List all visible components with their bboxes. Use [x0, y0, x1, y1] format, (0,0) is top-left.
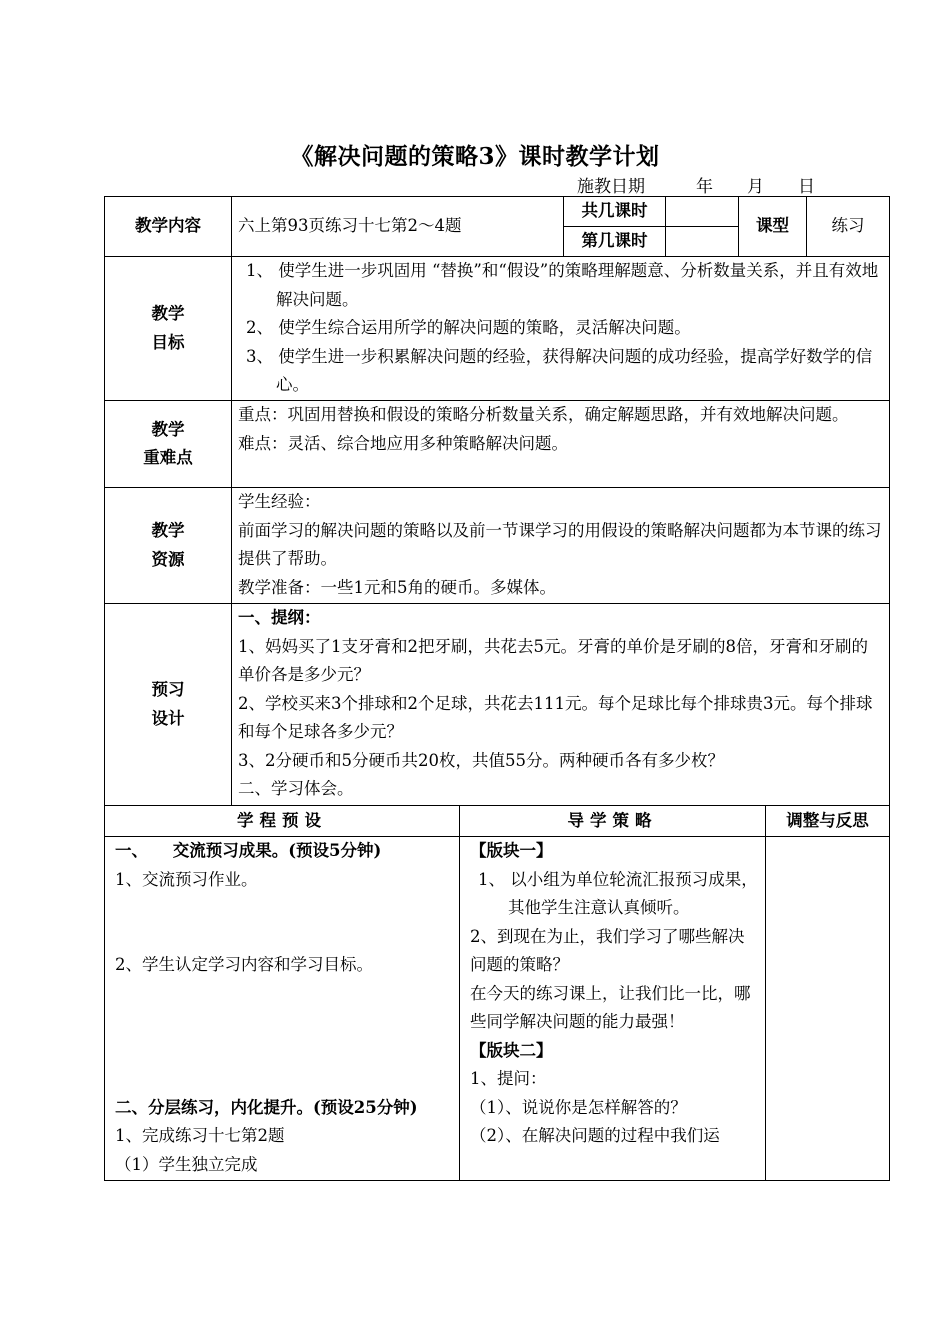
- preview-label: 预习 设计: [105, 604, 232, 806]
- difficulty-text: 难点：灵活、综合地应用多种策略解决问题。: [238, 433, 568, 453]
- plan-section-1: 一、 交流预习成果。(预设5分钟): [115, 841, 382, 860]
- key-points-content: [232, 401, 890, 488]
- prep-text: 教学准备：一些1元和5角的硬币。多媒体。: [238, 577, 556, 597]
- objectives-content: [232, 257, 890, 401]
- outline-title: 一、提纲：: [238, 608, 321, 627]
- page-title: 《解决问题的策略3》课时教学计划: [290, 143, 660, 170]
- teaching-date-line: 施教日期 年 月 日: [577, 177, 815, 197]
- lesson-type-value: 练习: [807, 197, 890, 257]
- guide-item: 1、提问：: [470, 1069, 547, 1088]
- objective-item: 1、 使学生进一步巩固用 “替换”和“假设”的策略理解题意、分析数量关系，并且有效地解决问题。: [246, 261, 879, 309]
- process-table: [104, 805, 890, 1181]
- guide-item: 在今天的练习课上，让我们比一比，哪些同学解决问题的能力最强！: [470, 983, 751, 1031]
- focus-text: 重点：巩固用替换和假设的策略分析数量关系，确定解题思路，并有效地解决问题。: [238, 405, 849, 424]
- key-points-label: 教学 重难点: [105, 401, 232, 488]
- learning-experience: 二、学习体会。: [238, 779, 354, 798]
- plan-item: 2、学生认定学习内容和学习目标。: [115, 955, 373, 974]
- objective-item: 2、 使学生综合运用所学的解决问题的策略，灵活解决问题。: [246, 318, 691, 337]
- preview-question-1: 1、妈妈买了1支牙膏和2把牙刷，共花去5元。牙膏的单价是牙刷的8倍，牙膏和牙刷的单价各是多少元？: [238, 636, 868, 684]
- total-periods-value: [666, 197, 739, 227]
- guide-item: 1、 以小组为单位轮流汇报预习成果，其他学生注意认真倾听。: [478, 869, 758, 917]
- plan-section-2: 二、分层练习，内化提升。(预设25分钟): [115, 1097, 418, 1117]
- plan-item: 1、交流预习作业。: [115, 869, 258, 889]
- period-number-value: [666, 227, 739, 257]
- lesson-type-label: 课型: [739, 197, 807, 257]
- objective-item: 3、 使学生进一步积累解决问题的经验，获得解决问题的成功经验，提高学好数学的信心。: [246, 346, 873, 394]
- content-value: 六上第93页练习十七第2～4题: [232, 197, 564, 257]
- reflection-column-header: 调整与反思: [766, 806, 890, 837]
- block-one-label: 【版块一】: [470, 841, 553, 860]
- total-periods-label: 共几课时: [564, 197, 666, 227]
- resources-content: [232, 488, 890, 604]
- period-number-label: 第几课时: [564, 227, 666, 257]
- preview-question-3: 3、2分硬币和5分硬币共20枚，共值55分。两种硬币各有多少枚？: [238, 750, 724, 770]
- plan-column: [105, 837, 460, 1181]
- experience-title: 学生经验：: [238, 492, 321, 511]
- plan-item: 1、完成练习十七第2题: [115, 1126, 285, 1145]
- guide-column-header: 导学策略: [460, 806, 766, 837]
- content-label: 教学内容: [105, 197, 232, 257]
- guide-item: （2）、在解决问题的过程中我们运: [470, 1126, 720, 1145]
- experience-text: 前面学习的解决问题的策略以及前一节课学习的用假设的策略解决问题都为本节课的练习提供了帮助。: [238, 520, 882, 568]
- block-two-label: 【版块二】: [470, 1040, 553, 1060]
- preview-question-2: 2、学校买来3个排球和2个足球，共花去111元。每个足球比每个排球贵3元。每个排球和每个足球各多少元？: [238, 693, 873, 741]
- guide-column: [460, 837, 766, 1181]
- guide-item: （1）、说说你是怎样解答的？: [470, 1097, 687, 1117]
- plan-info-table: [104, 196, 890, 806]
- objectives-label: 教学 目标: [105, 257, 232, 401]
- resources-label: 教学 资源: [105, 488, 232, 604]
- guide-item: 2、到现在为止，我们学习了哪些解决问题的策略？: [470, 926, 745, 974]
- preview-content: [232, 604, 890, 806]
- plan-item: （1）学生独立完成: [115, 1154, 258, 1174]
- reflection-column: [766, 837, 890, 1181]
- plan-column-header: 学程预设: [105, 806, 460, 837]
